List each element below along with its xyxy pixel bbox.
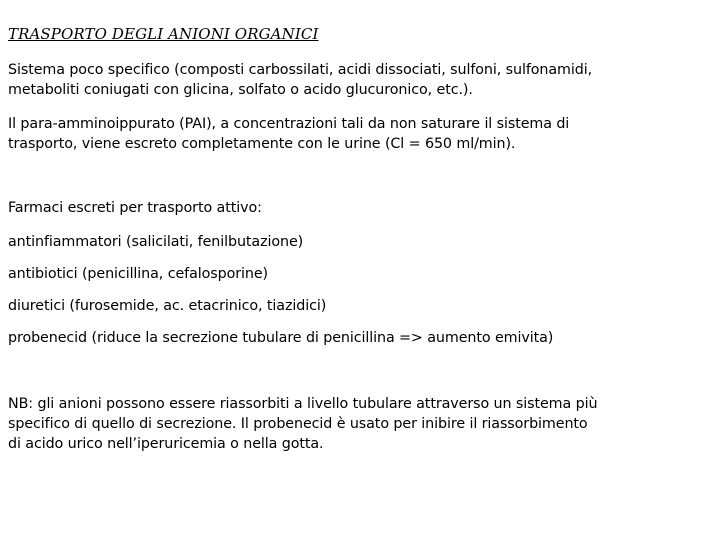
paragraph-pai <box>8 114 713 154</box>
slide-title: TRASPORTO DEGLI ANIONI ORGANICI <box>8 25 319 43</box>
text-line: Farmaci escreti per trasporto attivo: <box>8 200 262 216</box>
text-line: Il para-amminoippurato (PAI), a concentrazioni tali da non saturare il sistema di <box>8 116 570 132</box>
text-line: di acido urico nell’iperuricemia o nella gotta. <box>8 436 324 452</box>
text-line: specifico di quello di secrezione. Il probenecid è usato per inibire il riassorbimento <box>8 416 588 432</box>
paragraph-note <box>8 394 713 454</box>
text-line: Sistema poco specifico (composti carbossilati, acidi dissociati, sulfoni, sulfonamidi, <box>8 62 593 78</box>
text-line: NB: gli anioni possono essere riassorbiti a livello tubulare attraverso un sistema più <box>8 396 598 412</box>
text-line: metaboliti coniugati con glicina, solfato o acido glucuronico, etc.). <box>8 82 473 98</box>
drug-item-probenecid <box>8 328 713 348</box>
drugs-heading <box>8 198 713 218</box>
text-line: antinfiammatori (salicilati, fenilbutazione) <box>8 234 304 250</box>
text-line: diuretici (furosemide, ac. etacrinico, tiazidici) <box>8 298 327 314</box>
text-line: trasporto, viene escreto completamente con le urine (Cl = 650 ml/min). <box>8 136 516 152</box>
text-line: probenecid (riduce la secrezione tubulare di penicillina => aumento emivita) <box>8 330 554 346</box>
paragraph-description <box>8 60 713 100</box>
text-line: antibiotici (penicillina, cefalosporine) <box>8 266 269 282</box>
drug-item-antibiotics <box>8 264 713 284</box>
drug-item-diuretics <box>8 296 713 316</box>
drug-item-antiinflammatory <box>8 232 713 252</box>
